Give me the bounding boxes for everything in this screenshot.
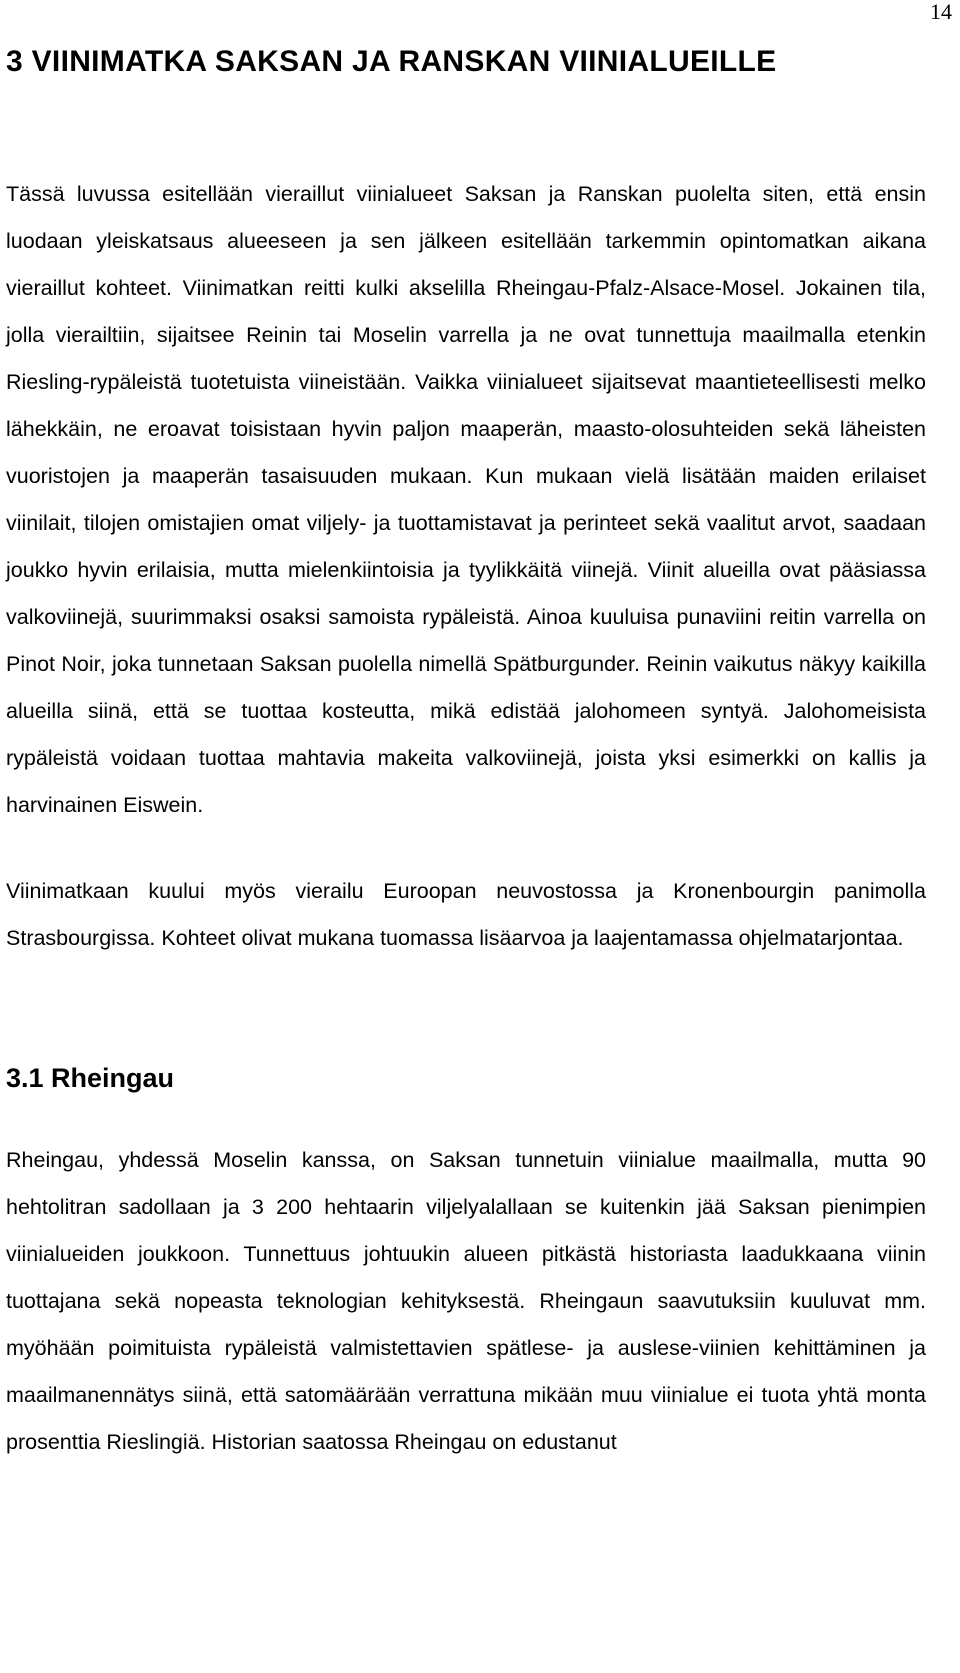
intro-paragraph: Tässä luvussa esitellään vieraillut viinialueet Saksan ja Ranskan puolelta siten, että ensin luodaan yleiskatsaus alueeseen ja sen jälkeen esitellään tarkemmin opintomatkan aikana vieraillut kohteet. Viinimatkan reitti kulki akselilla Rheingau-Pfalz-Alsace-Mosel. Jokainen tila, jolla vierailtiin, sijaitsee Reinin tai Moselin varrella ja ne ovat tunnettuja maailmalla etenkin Riesling-rypäleistä tuotetuista viineistään. Vaikka viinialueet sijaitsevat maantieteellisesti melko lähekkäin, ne eroavat toisistaan hyvin paljon maaperän, maasto-olosuhteiden sekä läheisten vuoristojen ja maaperän tasaisuuden mukaan. Kun mukaan vielä lisätään maiden erilaiset viinilait, tilojen omistajien omat viljely- ja tuottamistavat ja perinteet sekä vaalitut arvot, saadaan joukko hyvin erilaisia, mutta mielenkiintoisia ja tyylikkäitä viinejä. Viinit alueilla ovat pääsiassa valkoviinejä, suurimmaksi osaksi samoista rypäleistä. Ainoa kuuluisa punaviini reitin varrella on Pinot Noir, joka tunnetaan Saksan puolella nimellä Spätburgunder. Reinin vaikutus näkyy kaikilla alueilla siinä, että se tuottaa kosteutta, mikä edistää jalohomeen syntyä. Jalohomeisista rypäleistä voidaan tuottaa mahtavia makeita valkoviinejä, joista yksi esimerkki on kallis ja harvinainen Eiswein. <box>6 182 926 817</box>
visit-paragraph: Viinimatkaan kuului myös vierailu Euroopan neuvostossa ja Kronenbourgin panimolla Strasbourgissa. Kohteet olivat mukana tuomassa lisäarvoa ja laajentamassa ohjelmatarjontaa. <box>6 879 926 950</box>
document-body <box>6 38 926 1466</box>
chapter-title: 3 VIINIMATKA SAKSAN JA RANSKAN VIINIALUEILLE <box>6 45 777 78</box>
section-paragraph: Rheingau, yhdessä Moselin kanssa, on Saksan tunnetuin viinialue maailmalla, mutta 90 hehtolitran sadollaan ja 3 200 hehtaarin viljelyalallaan se kuitenkin jää Saksan pienimpien viinialueiden joukkoon. Tunnettuus johtuukin alueen pitkästä historiasta laadukkaana viinin tuottajana sekä nopeasta teknologian kehityksestä. Rheingaun saavutuksiin kuuluvat mm. myöhään poimituista rypäleistä valmistettavien spätlese- ja auslese-viinien kehittäminen ja maailmanennätys siinä, että satomäärään verrattuna mikään muu viinialue ei tuota yhtä monta prosenttia Rieslingiä. Historian saatossa Rheingau on edustanut <box>6 1148 926 1454</box>
page-number: 14 <box>930 0 952 24</box>
section-title: 3.1 Rheingau <box>6 1063 175 1093</box>
